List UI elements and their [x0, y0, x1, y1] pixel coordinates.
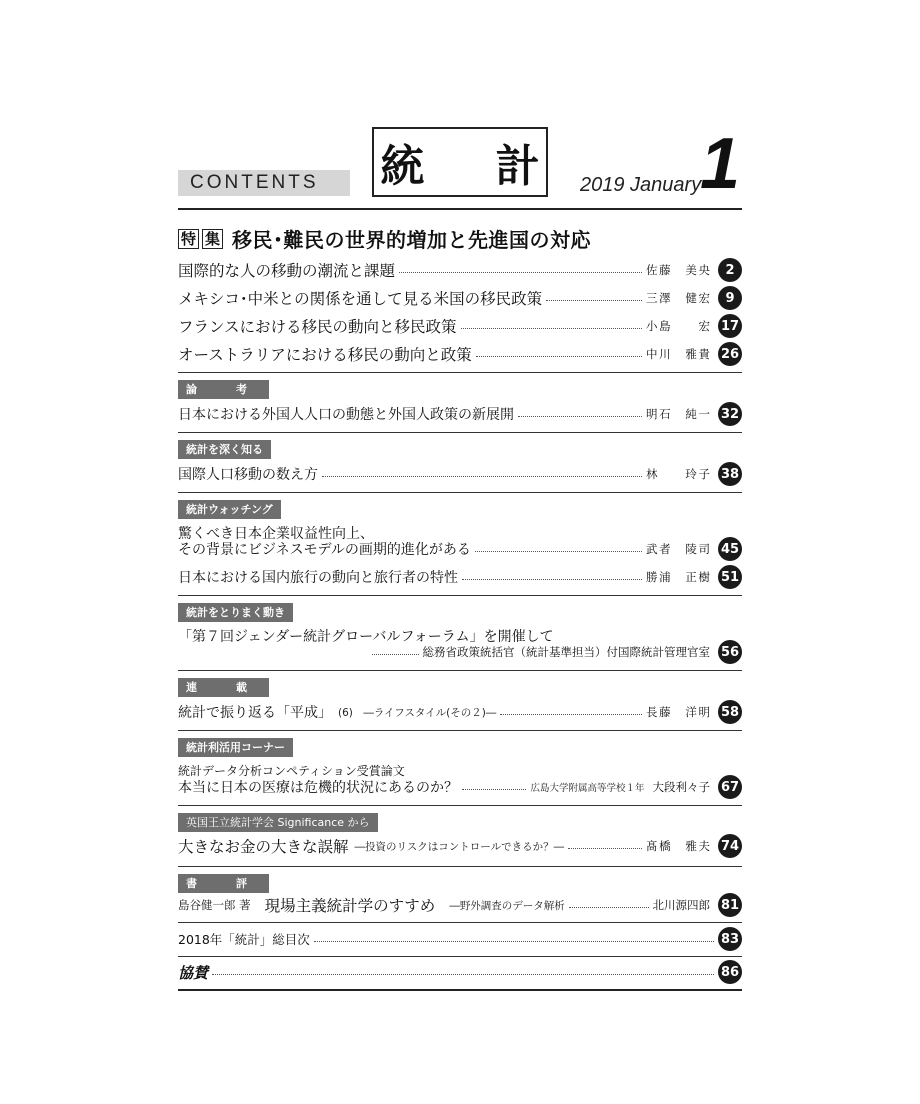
author-affiliation: 広島大学附属高等学校１年	[530, 783, 645, 794]
author-name: 武者 陵司	[646, 542, 710, 556]
page-number-badge: 2	[718, 258, 742, 282]
article-title: 国際的な人の移動の潮流と課題	[178, 262, 396, 280]
header-rule	[178, 208, 742, 210]
leader-dots	[314, 941, 714, 942]
leader-dots	[569, 907, 649, 908]
leader-dots	[372, 654, 419, 655]
section-rule	[178, 432, 742, 433]
leader-dots	[322, 476, 642, 477]
toc-entry[interactable]	[178, 258, 742, 282]
toc-entry[interactable]	[178, 537, 742, 561]
section-label-significance: 英国王立統計学会 Significance から	[178, 813, 378, 832]
toc-entry[interactable]	[178, 960, 742, 984]
article-title: メキシコ･中米との関係を通して見る米国の移民政策	[178, 290, 543, 308]
leader-dots	[462, 789, 526, 790]
page-number-badge: 17	[718, 314, 742, 338]
section-rule	[178, 956, 742, 957]
article-subtitle: ―投資のリスクはコントロールできるか？―	[354, 840, 565, 853]
article-title: 日本における国内旅行の動向と旅行者の特性	[178, 570, 458, 586]
leader-dots	[475, 551, 642, 552]
page-number-badge: 67	[718, 775, 742, 799]
page-number-badge: 58	[718, 700, 742, 724]
section-label-fukaku: 統計を深く知る	[178, 440, 271, 459]
toc-entry[interactable]	[178, 927, 742, 951]
section-rule	[178, 922, 742, 923]
article-title: 統計で振り返る「平成」	[178, 705, 332, 721]
feature-heading	[178, 224, 591, 253]
feature-tag-1: 特	[178, 229, 199, 249]
page-number-badge: 32	[718, 402, 742, 426]
article-title: 協賛	[178, 963, 209, 982]
issue-month: 2019 January	[580, 174, 702, 196]
page-number-badge: 45	[718, 537, 742, 561]
toc-entry[interactable]	[178, 402, 742, 426]
page-number-badge: 26	[718, 342, 742, 366]
leader-dots	[546, 300, 642, 301]
article-title[interactable]: 「第７回ジェンダー統計グローバルフォーラム」を開催して	[178, 629, 554, 645]
author-name: 林 玲子	[646, 467, 710, 481]
book-subtitle: ―野外調査のデータ解析	[449, 899, 565, 912]
issue-number: 1	[700, 124, 741, 204]
toc-entry[interactable]	[178, 775, 742, 799]
toc-entry[interactable]	[178, 565, 742, 589]
article-title: 国際人口移動の数え方	[178, 467, 318, 483]
toc-entry[interactable]	[178, 834, 742, 858]
author-name: 長藤 洋明	[646, 705, 710, 719]
page-number-badge: 83	[718, 927, 742, 951]
article-title: 2018年「統計」総目次	[178, 932, 310, 947]
article-title: フランスにおける移民の動向と移民政策	[178, 318, 457, 336]
author-name: 大段利々子	[652, 780, 710, 794]
toc-entry[interactable]	[178, 700, 742, 724]
author-name: 佐藤 美央	[646, 263, 710, 277]
author-name: 中川 雅貴	[646, 347, 710, 361]
section-rule	[178, 866, 742, 867]
leader-dots	[462, 579, 642, 580]
section-label-torimaku: 統計をとりまく動き	[178, 603, 293, 622]
article-title: 日本における外国人人口の動態と外国人政策の新展開	[178, 407, 514, 423]
reviewer-name: 北川源四郎	[652, 898, 710, 912]
book-title: 現場主義統計学のすすめ	[264, 897, 436, 915]
leader-dots	[212, 974, 714, 975]
section-rule	[178, 595, 742, 596]
leader-dots	[461, 328, 642, 329]
footer-rule	[178, 989, 742, 991]
toc-entry[interactable]	[178, 462, 742, 486]
section-rule	[178, 730, 742, 731]
toc-entry[interactable]	[178, 286, 742, 310]
magazine-title: 統 計	[380, 141, 568, 192]
contents-label-bar	[178, 170, 350, 196]
page-number-badge: 56	[718, 640, 742, 664]
section-label-riyou: 統計利活用コーナー	[178, 738, 293, 757]
author-name: 明石 純一	[646, 407, 710, 421]
article-kicker: 統計データ分析コンペティション受賞論文	[178, 764, 405, 778]
article-subtitle: (6) ―ライフスタイル(その２)―	[338, 706, 497, 719]
book-author: 島谷健一郎 著	[178, 898, 251, 912]
page-number-badge: 38	[718, 462, 742, 486]
section-rule	[178, 670, 742, 671]
page-number-badge: 51	[718, 565, 742, 589]
toc-entry[interactable]	[178, 314, 742, 338]
article-title: オーストラリアにおける移民の動向と政策	[178, 346, 472, 364]
feature-title: 移民･難民の世界的増加と先進国の対応	[232, 228, 592, 252]
section-label-watching: 統計ウォッチング	[178, 500, 281, 519]
organization-name: 総務省政策統括官（統計基準担当）付国際統計管理官室	[422, 645, 710, 659]
section-rule	[178, 805, 742, 806]
toc-entry-org[interactable]	[372, 640, 742, 664]
section-rule	[178, 372, 742, 373]
leader-dots	[399, 272, 642, 273]
page-number-badge: 9	[718, 286, 742, 310]
section-rule	[178, 492, 742, 493]
page-number-badge: 74	[718, 834, 742, 858]
author-name: 三澤 健宏	[646, 291, 710, 305]
page-number-badge: 86	[718, 960, 742, 984]
page-number-badge: 81	[718, 893, 742, 917]
article-title-line: 驚くべき日本企業収益性向上、	[178, 526, 374, 542]
contents-label: CONTENTS	[190, 172, 319, 193]
author-name: 小島 宏	[646, 319, 710, 333]
author-name: 勝浦 正樹	[646, 570, 710, 584]
article-title: 本当に日本の医療は危機的状況にあるのか？	[178, 780, 458, 796]
article-title: その背景にビジネスモデルの画期的進化がある	[178, 542, 471, 558]
author-name: 髙橋 雅夫	[646, 839, 710, 853]
leader-dots	[500, 714, 642, 715]
leader-dots	[568, 848, 642, 849]
section-label-rensai: 連 載	[178, 678, 269, 697]
article-title: 大きなお金の大きな誤解	[178, 838, 349, 856]
leader-dots	[518, 416, 642, 417]
toc-entry[interactable]	[178, 342, 742, 366]
feature-tag-2: 集	[202, 229, 223, 249]
section-label-shohyo: 書 評	[178, 874, 269, 893]
leader-dots	[476, 356, 642, 357]
toc-entry[interactable]	[178, 893, 742, 917]
section-label-ronko: 論 考	[178, 380, 269, 399]
magazine-title-box	[372, 127, 568, 197]
